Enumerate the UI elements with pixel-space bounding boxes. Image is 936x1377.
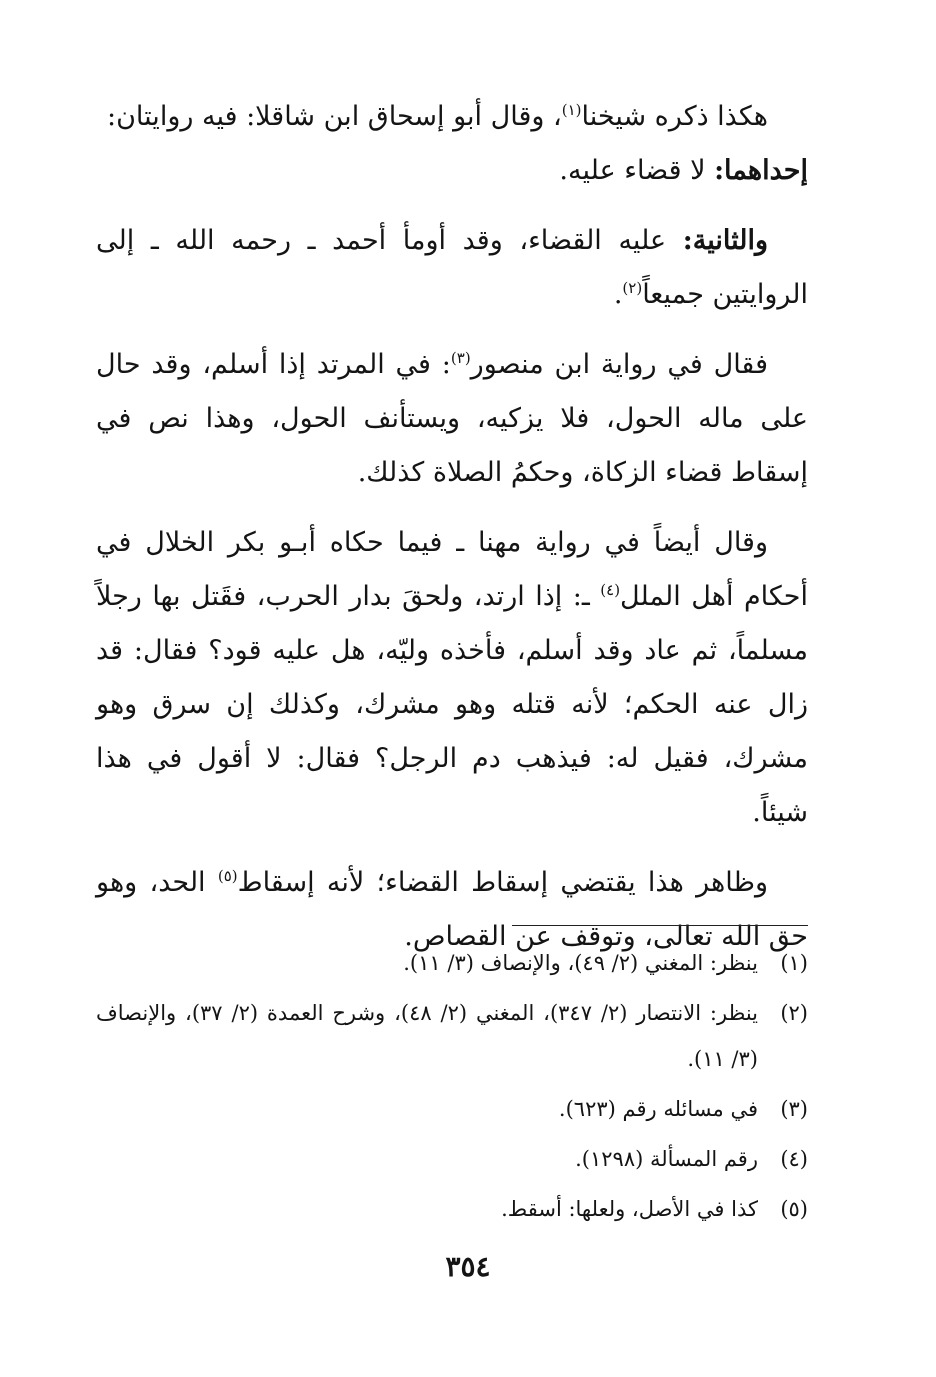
- paragraph-text: : في المرتد إذا أسلم، وقد حال على ماله الحول، فلا يزكيه، ويستأنف الحول، وهذا نص في إسقاط قضاء الزكاة، وحكمُ الصلاة كذلك.: [96, 349, 808, 488]
- page-number: ٣٥٤: [445, 1250, 491, 1283]
- footnote-marker-2: (٢): [622, 279, 643, 297]
- paragraph-lead: إحداهما:: [714, 155, 808, 186]
- paragraph-text: .: [613, 279, 623, 310]
- main-text: [96, 90, 808, 980]
- paragraph-3: [96, 214, 808, 322]
- footnote-5: [96, 1186, 808, 1232]
- footnote-number: (٢): [780, 1001, 808, 1025]
- paragraph-lead: والثانية:: [682, 225, 768, 256]
- footnote-number: (٥): [780, 1197, 808, 1221]
- paragraph-text: لا قضاء عليه.: [559, 155, 715, 186]
- paragraph-text: هكذا ذكره شيخنا: [581, 101, 768, 132]
- footnote-4: [96, 1136, 808, 1182]
- footnote-text: ينظر: المغني (٢/ ٤٩)، والإنصاف (٣/ ١١).: [403, 951, 758, 975]
- footnote-text: رقم المسألة (١٢٩٨).: [575, 1147, 758, 1171]
- paragraph-text: عليه القضاء، وقد أومأ أحمد ـ رحمه الله ـ إلى الروايتين جميعاً: [96, 225, 808, 310]
- paragraph-text: فقال في رواية ابن منصور: [470, 349, 768, 380]
- footnotes: [96, 940, 808, 1236]
- footnote-2: [96, 990, 808, 1082]
- footnote-3: [96, 1086, 808, 1132]
- footnote-text: في مسائله رقم (٦٢٣).: [558, 1097, 758, 1121]
- paragraph-5: [96, 516, 808, 840]
- footnote-number: (٤): [780, 1147, 808, 1171]
- paragraph-4: [96, 338, 808, 500]
- footnote-marker-1: (١): [561, 101, 582, 119]
- footnote-marker-4: (٤): [600, 581, 621, 599]
- paragraph-text: الحد، وهو حق الله تعالى، وتوقف عن القصاص.: [96, 867, 808, 952]
- paragraph-1: [96, 90, 808, 144]
- footnote-text: كذا في الأصل، ولعلها: أسقط.: [501, 1197, 758, 1221]
- paragraph-text: ـ: إذا ارتد، ولحقَ بدار الحرب، فقَتل بها رجلاً مسلماً، ثم عاد وقد أسلم، فأخذه وليّه، هل عليه قود؟ فقال: قد زال عنه الحكم؛ لأنه قتله وهو مشرك، وكذلك إن سرق وهو مشرك، فقيل له: فيذهب دم الرجل؟ فقال: لا أقول في هذا شيئاً.: [96, 581, 808, 828]
- paragraph-2: [96, 144, 808, 198]
- paragraph-text: وقال أيضاً في رواية مهنا ـ فيما حكاه أبـو بكر الخلال في أحكام أهل الملل: [96, 527, 808, 612]
- footnote-marker-3: (٣): [450, 349, 471, 367]
- footnote-1: [96, 940, 808, 986]
- footnote-text: ينظر: الانتصار (٢/ ٣٤٧)، المغني (٢/ ٤٨)، وشرح العمدة (٢/ ٣٧)، والإنصاف (٣/ ١١).: [96, 1001, 758, 1071]
- footnote-number: (٣): [780, 1097, 808, 1121]
- paragraph-text: وظاهر هذا يقتضي إسقاط القضاء؛ لأنه إسقاط: [237, 867, 768, 898]
- paragraph-text: ، وقال أبو إسحاق ابن شاقلا: فيه روايتان:: [107, 101, 562, 132]
- footnote-divider: [512, 925, 808, 926]
- footnote-marker-5: (٥): [217, 867, 238, 885]
- footnote-number: (١): [780, 951, 808, 975]
